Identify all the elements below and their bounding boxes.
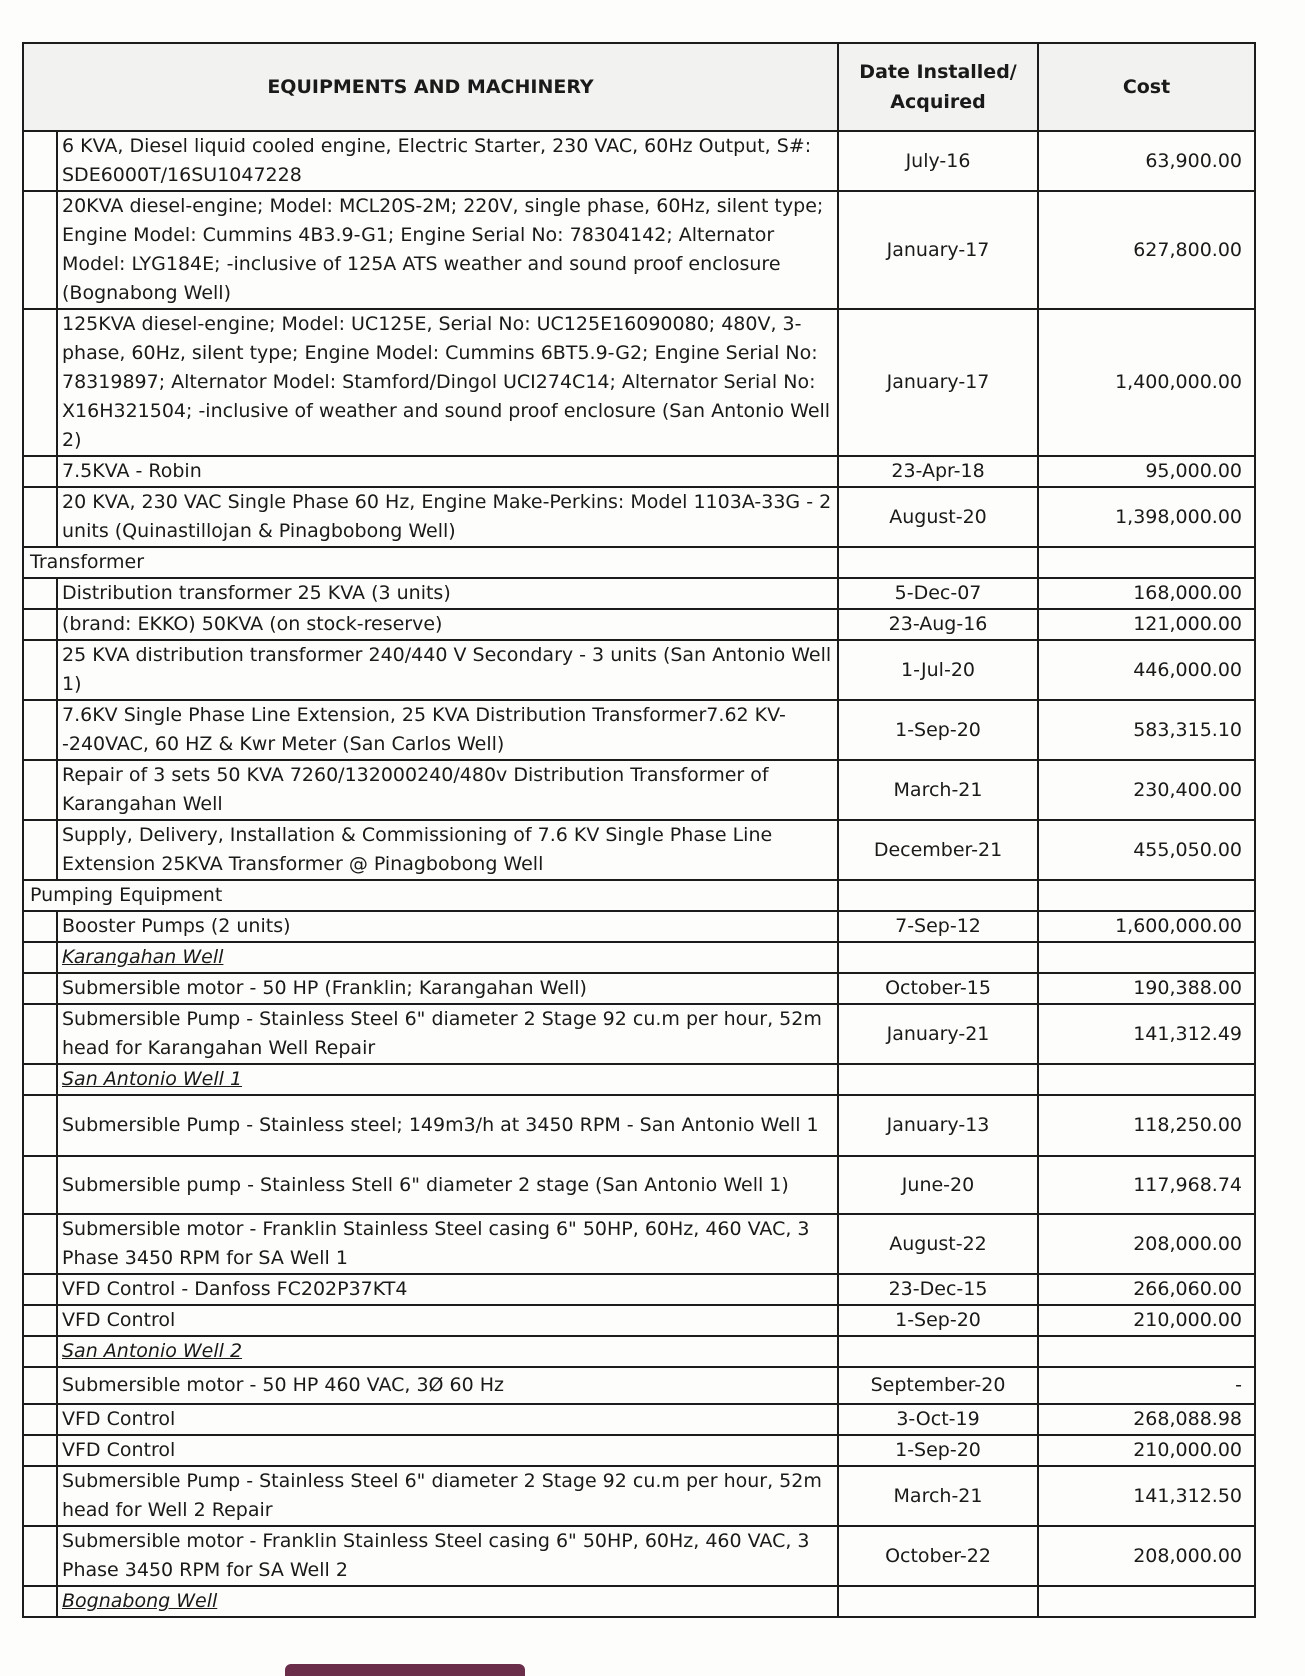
item-description: VFD Control <box>57 1435 838 1466</box>
cost-cell: 141,312.49 <box>1038 1004 1255 1064</box>
indent-cell <box>23 1064 57 1095</box>
item-description: Submersible motor - 50 HP 460 VAC, 3Ø 60 Hz <box>57 1367 838 1404</box>
date-cell: January-17 <box>838 309 1038 456</box>
header-equipment: EQUIPMENTS AND MACHINERY <box>23 43 838 131</box>
indent-cell <box>23 760 57 820</box>
indent-cell <box>23 609 57 640</box>
table-row <box>23 1336 1255 1367</box>
indent-cell <box>23 1466 57 1526</box>
item-description: VFD Control - Danfoss FC202P37KT4 <box>57 1274 838 1305</box>
item-description: 20 KVA, 230 VAC Single Phase 60 Hz, Engine Make-Perkins: Model 1103A-33G - 2 units (Quinastillojan & Pinagbobong Well) <box>57 487 838 547</box>
indent-cell <box>23 973 57 1004</box>
date-cell: January-13 <box>838 1095 1038 1156</box>
table-row <box>23 760 1255 820</box>
date-cell: July-16 <box>838 131 1038 191</box>
indent-cell <box>23 911 57 942</box>
cost-cell <box>1038 880 1255 911</box>
item-description: Submersible pump - Stainless Stell 6" diameter 2 stage (San Antonio Well 1) <box>57 1156 838 1214</box>
cost-cell: 230,400.00 <box>1038 760 1255 820</box>
cost-cell: 208,000.00 <box>1038 1214 1255 1274</box>
cost-cell <box>1038 1336 1255 1367</box>
header-date-line2: Acquired <box>890 91 986 113</box>
table-row <box>23 578 1255 609</box>
cost-cell <box>1038 1586 1255 1617</box>
indent-cell <box>23 1156 57 1214</box>
cost-cell: 627,800.00 <box>1038 191 1255 309</box>
item-description: 7.6KV Single Phase Line Extension, 25 KVA Distribution Transformer7.62 KV--240VAC, 60 HZ & Kwr Meter (San Carlos Well) <box>57 700 838 760</box>
cost-cell: 121,000.00 <box>1038 609 1255 640</box>
date-cell: August-20 <box>838 487 1038 547</box>
date-cell <box>838 1586 1038 1617</box>
cost-cell: 117,968.74 <box>1038 1156 1255 1214</box>
indent-cell <box>23 1305 57 1336</box>
section-label: Transformer <box>23 547 838 578</box>
indent-cell <box>23 1404 57 1435</box>
table-row <box>23 1214 1255 1274</box>
subsection-label: Karangahan Well <box>57 942 838 973</box>
indent-cell <box>23 1435 57 1466</box>
table-row <box>23 880 1255 911</box>
table-body <box>23 131 1255 1617</box>
item-description: (brand: EKKO) 50KVA (on stock-reserve) <box>57 609 838 640</box>
table-row <box>23 191 1255 309</box>
subsection-label: Bognabong Well <box>57 1586 838 1617</box>
date-cell: August-22 <box>838 1214 1038 1274</box>
item-description: Submersible motor - Franklin Stainless Steel casing 6" 50HP, 60Hz, 460 VAC, 3 Phase 3450 RPM for SA Well 2 <box>57 1526 838 1586</box>
indent-cell <box>23 942 57 973</box>
indent-cell <box>23 820 57 880</box>
date-cell: 23-Aug-16 <box>838 609 1038 640</box>
date-cell: December-21 <box>838 820 1038 880</box>
indent-cell <box>23 1274 57 1305</box>
table-row <box>23 131 1255 191</box>
table-header-row <box>23 43 1255 131</box>
item-description: VFD Control <box>57 1305 838 1336</box>
date-cell: October-15 <box>838 973 1038 1004</box>
table-row <box>23 1156 1255 1214</box>
table-row <box>23 911 1255 942</box>
date-cell: 1-Jul-20 <box>838 640 1038 700</box>
indent-cell <box>23 640 57 700</box>
date-cell: 23-Dec-15 <box>838 1274 1038 1305</box>
date-cell: 23-Apr-18 <box>838 456 1038 487</box>
section-label: Pumping Equipment <box>23 880 838 911</box>
cost-cell: 1,600,000.00 <box>1038 911 1255 942</box>
cost-cell: 266,060.00 <box>1038 1274 1255 1305</box>
date-cell <box>838 880 1038 911</box>
table-row <box>23 309 1255 456</box>
cost-cell: 455,050.00 <box>1038 820 1255 880</box>
table-row <box>23 1064 1255 1095</box>
date-cell: 1-Sep-20 <box>838 1305 1038 1336</box>
item-description: Supply, Delivery, Installation & Commissioning of 7.6 KV Single Phase Line Extension 25KVA Transformer @ Pinagbobong Well <box>57 820 838 880</box>
table-row <box>23 973 1255 1004</box>
equipment-table <box>22 42 1256 1618</box>
indent-cell <box>23 191 57 309</box>
cost-cell <box>1038 547 1255 578</box>
page-edge-mark <box>285 1664 525 1676</box>
item-description: 125KVA diesel-engine; Model: UC125E, Serial No: UC125E16090080; 480V, 3-phase, 60Hz, silent type; Engine Model: Cummins 6BT5.9-G2; Engine Serial No: 78319897; Alternator Model: Stamford/Dingol UCI274C14; Alternator Serial No: X16H321504; -inclusive of weather and sound proof enclosure (San Antonio Well 2) <box>57 309 838 456</box>
header-cost: Cost <box>1038 43 1255 131</box>
indent-cell <box>23 700 57 760</box>
indent-cell <box>23 131 57 191</box>
table-row <box>23 1095 1255 1156</box>
table-row <box>23 1004 1255 1064</box>
table-row <box>23 1586 1255 1617</box>
cost-cell: 446,000.00 <box>1038 640 1255 700</box>
table-row <box>23 942 1255 973</box>
date-cell: January-17 <box>838 191 1038 309</box>
cost-cell <box>1038 942 1255 973</box>
date-cell: 1-Sep-20 <box>838 700 1038 760</box>
date-cell <box>838 547 1038 578</box>
date-cell: 3-Oct-19 <box>838 1404 1038 1435</box>
item-description: Submersible Pump - Stainless steel; 149m3/h at 3450 RPM - San Antonio Well 1 <box>57 1095 838 1156</box>
cost-cell: 583,315.10 <box>1038 700 1255 760</box>
table-row <box>23 1404 1255 1435</box>
table-row <box>23 609 1255 640</box>
cost-cell: 118,250.00 <box>1038 1095 1255 1156</box>
table-row <box>23 1435 1255 1466</box>
cost-cell: - <box>1038 1367 1255 1404</box>
table-row <box>23 456 1255 487</box>
item-description: 20KVA diesel-engine; Model: MCL20S-2M; 220V, single phase, 60Hz, silent type; Engine Model: Cummins 4B3.9-G1; Engine Serial No: 78304142; Alternator Model: LYG184E; -inclusive of 125A ATS weather and sound proof enclosure (Bognabong Well) <box>57 191 838 309</box>
date-cell: 7-Sep-12 <box>838 911 1038 942</box>
date-cell <box>838 1064 1038 1095</box>
item-description: Distribution transformer 25 KVA (3 units) <box>57 578 838 609</box>
date-cell: 5-Dec-07 <box>838 578 1038 609</box>
date-cell: March-21 <box>838 1466 1038 1526</box>
indent-cell <box>23 487 57 547</box>
date-cell: September-20 <box>838 1367 1038 1404</box>
cost-cell: 190,388.00 <box>1038 973 1255 1004</box>
indent-cell <box>23 456 57 487</box>
cost-cell: 1,398,000.00 <box>1038 487 1255 547</box>
table-row <box>23 487 1255 547</box>
table-row <box>23 547 1255 578</box>
item-description: Submersible Pump - Stainless Steel 6" diameter 2 Stage 92 cu.m per hour, 52m head for Well 2 Repair <box>57 1466 838 1526</box>
indent-cell <box>23 1214 57 1274</box>
item-description: Submersible Pump - Stainless Steel 6" diameter 2 Stage 92 cu.m per hour, 52m head for Karangahan Well Repair <box>57 1004 838 1064</box>
table-row <box>23 700 1255 760</box>
indent-cell <box>23 1095 57 1156</box>
table-row <box>23 820 1255 880</box>
item-description: VFD Control <box>57 1404 838 1435</box>
cost-cell: 63,900.00 <box>1038 131 1255 191</box>
cost-cell: 268,088.98 <box>1038 1404 1255 1435</box>
indent-cell <box>23 309 57 456</box>
cost-cell: 210,000.00 <box>1038 1435 1255 1466</box>
cost-cell: 208,000.00 <box>1038 1526 1255 1586</box>
item-description: 6 KVA, Diesel liquid cooled engine, Electric Starter, 230 VAC, 60Hz Output, S#: SDE6000T/16SU1047228 <box>57 131 838 191</box>
date-cell <box>838 1336 1038 1367</box>
indent-cell <box>23 1526 57 1586</box>
indent-cell <box>23 1336 57 1367</box>
item-description: Booster Pumps (2 units) <box>57 911 838 942</box>
date-cell: 1-Sep-20 <box>838 1435 1038 1466</box>
table-row <box>23 1274 1255 1305</box>
indent-cell <box>23 1586 57 1617</box>
header-date-line1: Date Installed/ <box>859 61 1017 83</box>
date-cell: January-21 <box>838 1004 1038 1064</box>
item-description: 7.5KVA - Robin <box>57 456 838 487</box>
indent-cell <box>23 1367 57 1404</box>
cost-cell: 1,400,000.00 <box>1038 309 1255 456</box>
date-cell: March-21 <box>838 760 1038 820</box>
item-description: Repair of 3 sets 50 KVA 7260/132000240/480v Distribution Transformer of Karangahan Well <box>57 760 838 820</box>
cost-cell <box>1038 1064 1255 1095</box>
table-row <box>23 640 1255 700</box>
table-row <box>23 1526 1255 1586</box>
header-date <box>838 43 1038 131</box>
table-row <box>23 1367 1255 1404</box>
date-cell: October-22 <box>838 1526 1038 1586</box>
cost-cell: 95,000.00 <box>1038 456 1255 487</box>
item-description: Submersible motor - 50 HP (Franklin; Karangahan Well) <box>57 973 838 1004</box>
subsection-label: San Antonio Well 2 <box>57 1336 838 1367</box>
cost-cell: 168,000.00 <box>1038 578 1255 609</box>
item-description: 25 KVA distribution transformer 240/440 V Secondary - 3 units (San Antonio Well 1) <box>57 640 838 700</box>
cost-cell: 210,000.00 <box>1038 1305 1255 1336</box>
indent-cell <box>23 578 57 609</box>
table-row <box>23 1466 1255 1526</box>
item-description: Submersible motor - Franklin Stainless Steel casing 6" 50HP, 60Hz, 460 VAC, 3 Phase 3450 RPM for SA Well 1 <box>57 1214 838 1274</box>
date-cell: June-20 <box>838 1156 1038 1214</box>
indent-cell <box>23 1004 57 1064</box>
subsection-label: San Antonio Well 1 <box>57 1064 838 1095</box>
table-row <box>23 1305 1255 1336</box>
date-cell <box>838 942 1038 973</box>
cost-cell: 141,312.50 <box>1038 1466 1255 1526</box>
